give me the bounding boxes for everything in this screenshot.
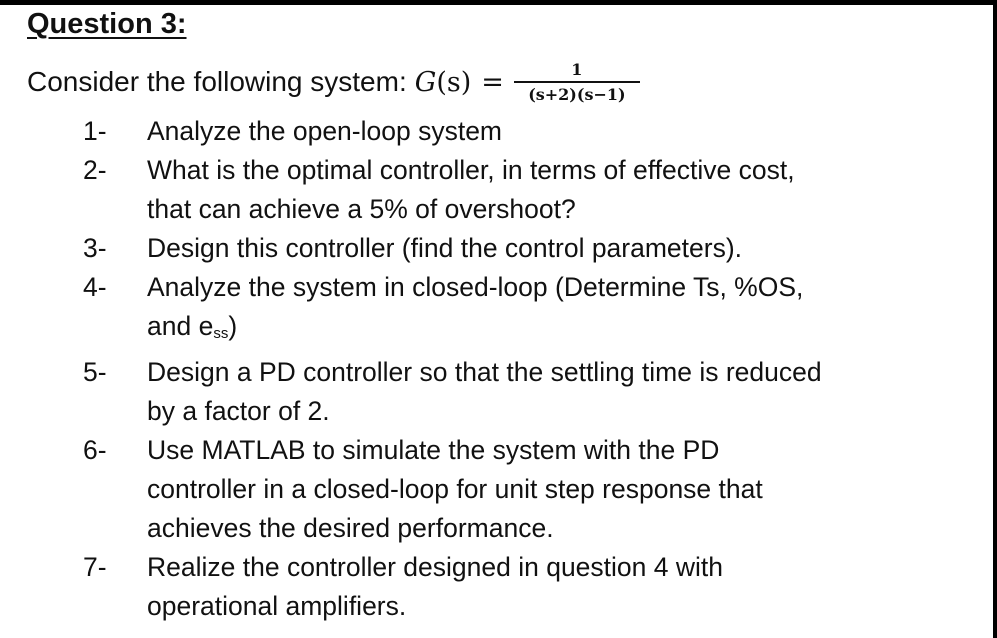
item-line: Realize the controller designed in question 4 with xyxy=(147,552,723,582)
list-item xyxy=(83,431,963,548)
top-border xyxy=(0,0,997,5)
item-number: 1- xyxy=(83,116,107,146)
item-number: 7- xyxy=(83,552,107,582)
item-line: Design a PD controller so that the settling time is reduced xyxy=(147,357,822,387)
list-item xyxy=(83,268,963,353)
intro-text: Consider the following system: xyxy=(27,66,407,97)
item-text xyxy=(147,548,963,626)
fraction-denominator: (s+2)(s−1) xyxy=(528,84,626,104)
item-line: that can achieve a 5% of overshoot? xyxy=(147,194,576,224)
list-item xyxy=(83,112,963,151)
item-line: by a factor of 2. xyxy=(147,396,330,426)
item-text xyxy=(147,112,963,151)
item-line: Use MATLAB to simulate the system with the PD xyxy=(147,435,720,465)
fraction-numerator: 1 xyxy=(571,59,583,79)
item-line: operational amplifiers. xyxy=(147,591,407,621)
list-item xyxy=(83,548,963,626)
error-subscript: ss xyxy=(213,325,229,342)
item-line: controller in a closed-loop for unit step response that xyxy=(147,474,763,504)
function-argument: (s) xyxy=(436,66,472,98)
item-text xyxy=(147,151,963,229)
transfer-function-fraction xyxy=(514,61,640,104)
right-border xyxy=(993,0,997,638)
item-number: 4- xyxy=(83,272,107,302)
transfer-function-lhs xyxy=(415,67,472,98)
item-line xyxy=(147,307,963,353)
list-item xyxy=(83,229,963,268)
item-line-prefix: and e xyxy=(147,311,214,341)
equals-sign: = xyxy=(481,66,504,98)
item-line: What is the optimal controller, in terms of effective cost, xyxy=(147,155,795,185)
item-text xyxy=(147,431,963,548)
item-number: 3- xyxy=(83,233,107,263)
item-line: Design this controller (find the control parameters). xyxy=(147,233,743,263)
item-number: 5- xyxy=(83,357,107,387)
item-line: achieves the desired performance. xyxy=(147,513,554,543)
item-text xyxy=(147,353,963,431)
item-line-suffix: ) xyxy=(228,311,238,341)
question-heading: Question 3: xyxy=(27,8,187,40)
task-list xyxy=(83,112,963,626)
item-number: 6- xyxy=(83,435,107,465)
item-number: 2- xyxy=(83,155,107,185)
list-item xyxy=(83,151,963,229)
question-intro xyxy=(27,56,640,108)
item-text xyxy=(147,268,963,353)
item-line: Analyze the system in closed-loop (Determine Ts, %OS, xyxy=(147,272,804,302)
function-name: G xyxy=(414,66,437,98)
item-text xyxy=(147,229,963,268)
list-item xyxy=(83,353,963,431)
item-line: Analyze the open-loop system xyxy=(147,116,503,146)
